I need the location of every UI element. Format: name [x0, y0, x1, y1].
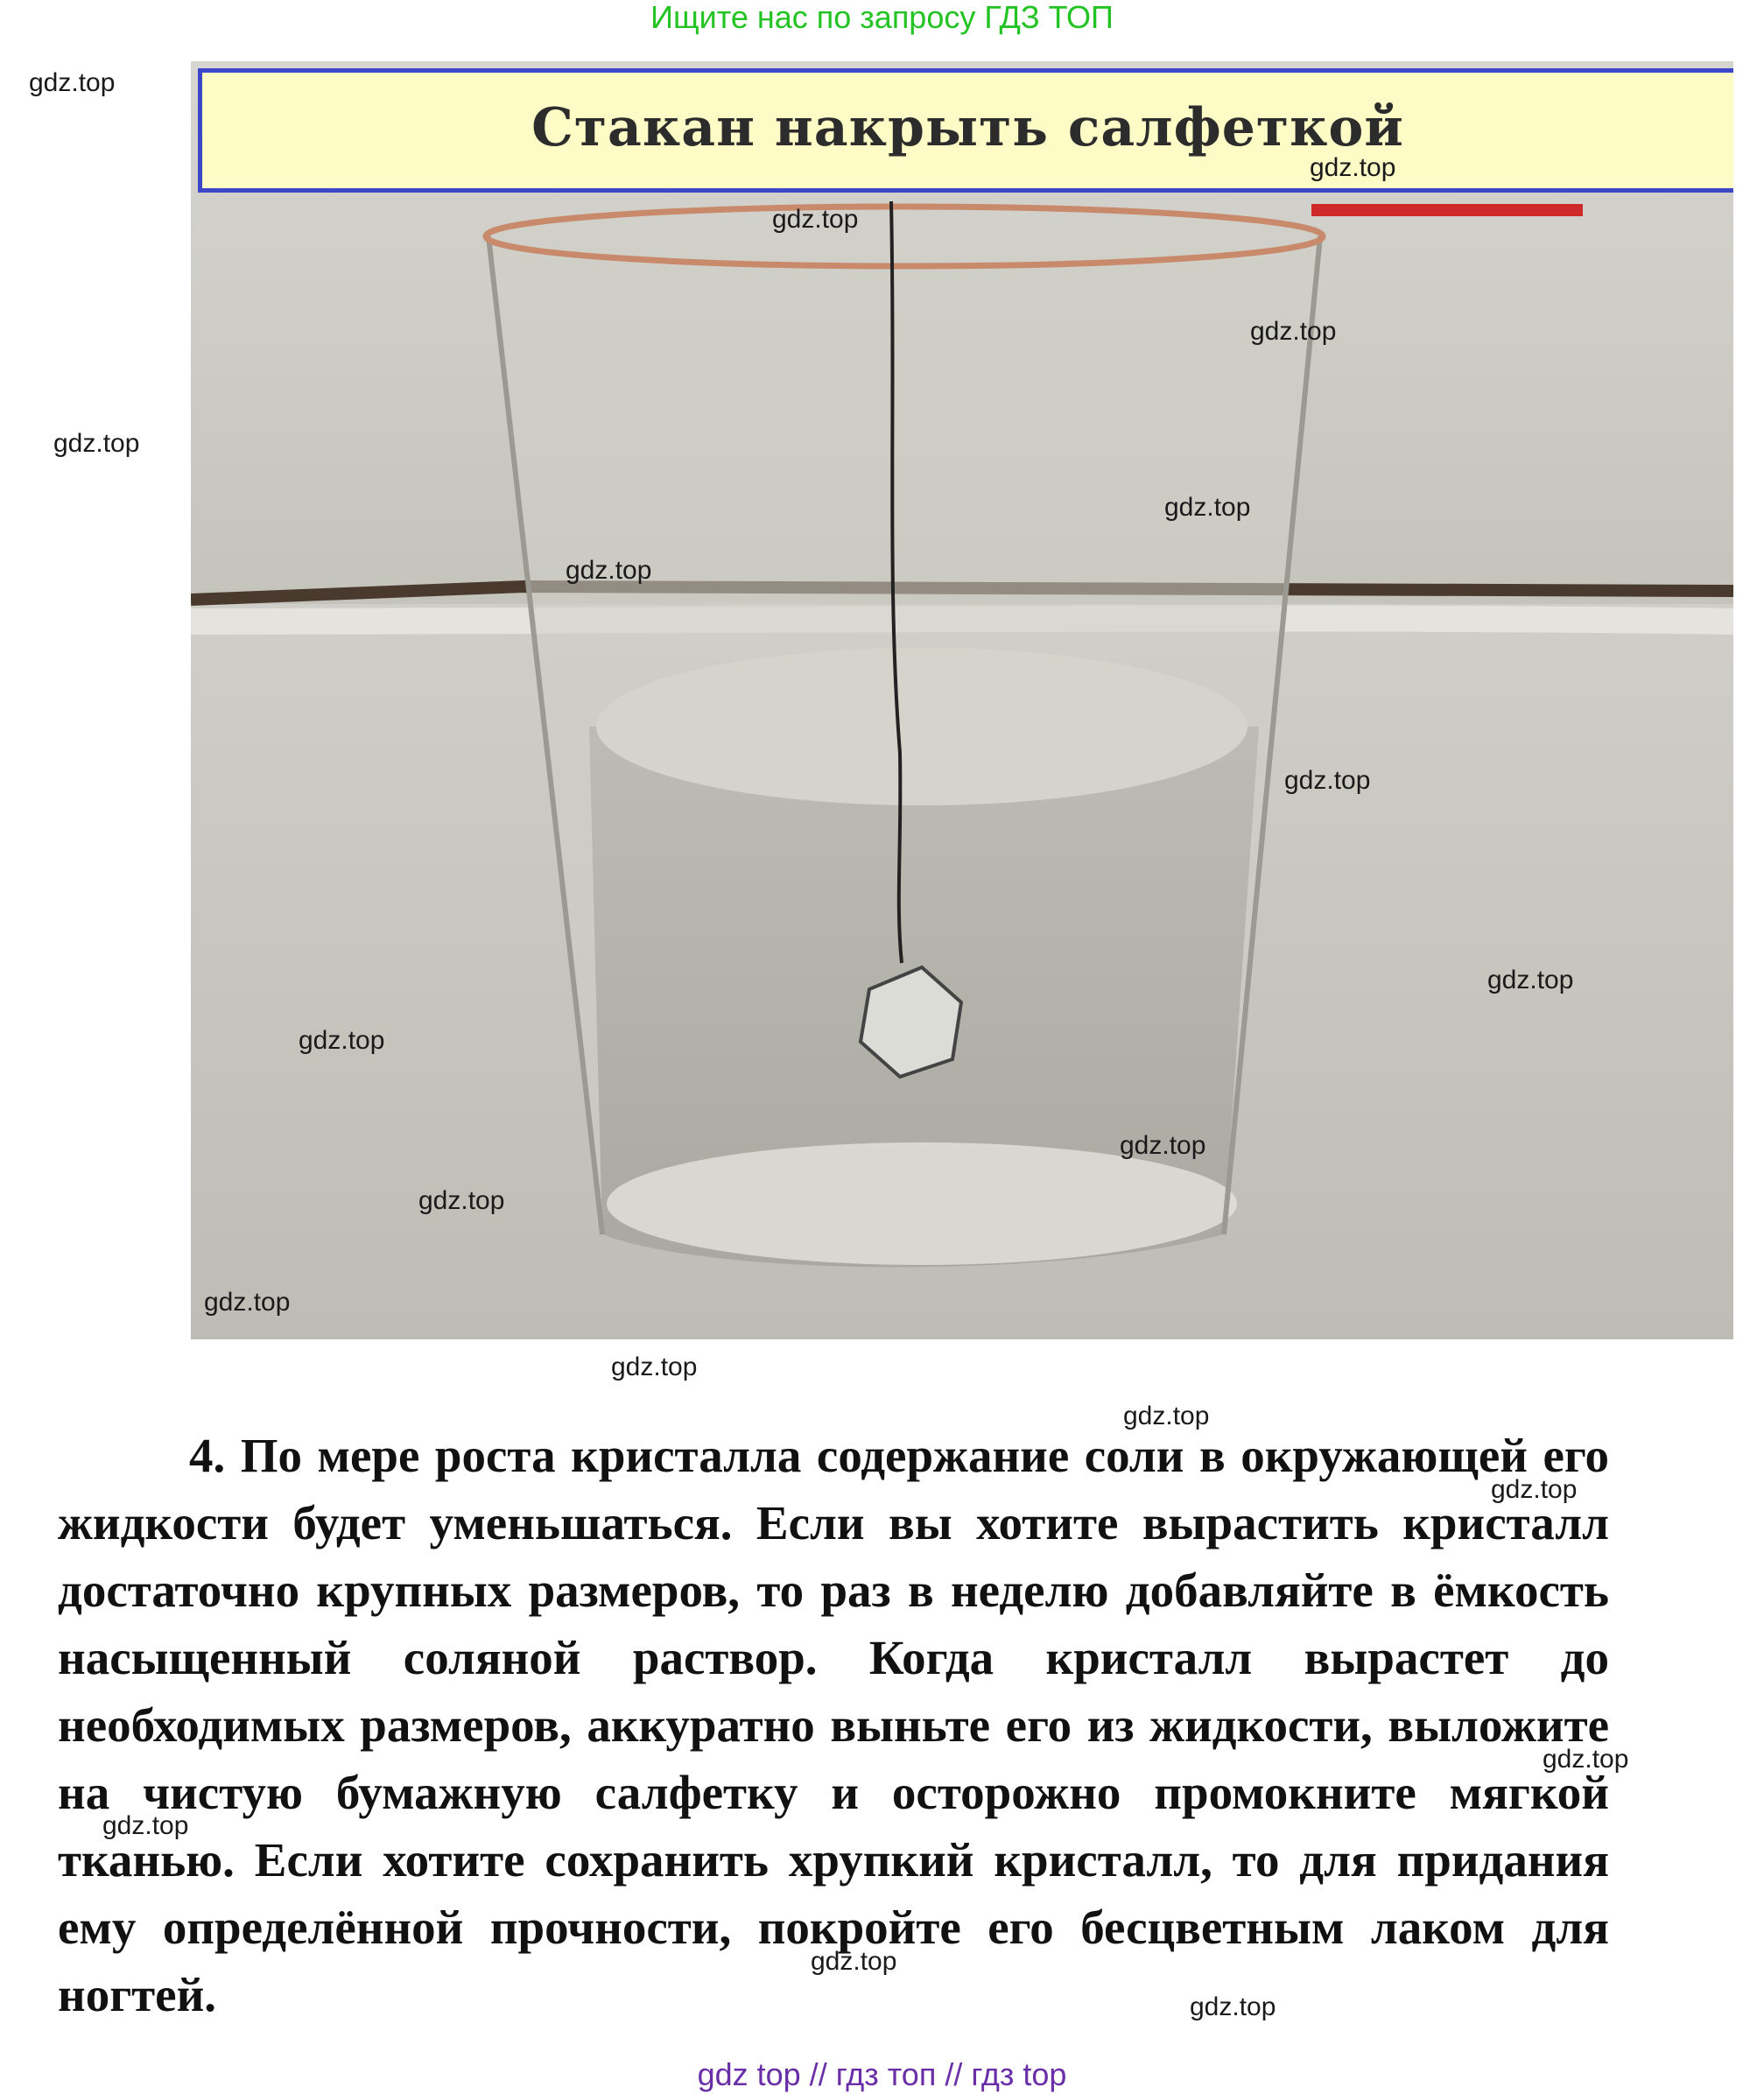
watermark: gdz.top [1164, 493, 1251, 522]
banner-title: Стакан накрыть салфеткой [531, 97, 1404, 158]
watermark: gdz.top [1487, 966, 1574, 994]
search-hint-link[interactable]: Ищите нас по запросу ГДЗ ТОП [650, 0, 1114, 35]
watermark: gdz.top [1250, 317, 1337, 346]
watermark: gdz.top [53, 429, 140, 458]
watermark: gdz.top [418, 1186, 505, 1215]
footer-links[interactable]: gdz top // гдз топ // гдз top [697, 2056, 1067, 2092]
watermark: gdz.top [566, 556, 652, 585]
watermark: gdz.top [611, 1353, 698, 1381]
watermark: gdz.top [1284, 766, 1371, 795]
watermark: gdz.top [299, 1026, 385, 1055]
watermark: gdz.top [772, 205, 859, 234]
watermark: gdz.top [1123, 1402, 1210, 1430]
watermark: gdz.top [102, 1811, 189, 1840]
watermark: gdz.top [1491, 1475, 1578, 1504]
watermark: gdz.top [1310, 153, 1396, 182]
watermark: gdz.top [811, 1947, 897, 1976]
watermark: gdz.top [204, 1288, 291, 1317]
glass-photo [191, 61, 1733, 1339]
instruction-paragraph: 4. По мере роста кристалла содержание соли в окружающей его жидкости будет уменьшаться. Если вы хотите вырастить кристалл достаточно крупных размеров, то раз в неделю добавляйте в ёмкость насыщенный соляной раствор. Когда кристалл вырастет до необходимых размеров, аккуратно выньте его из жидкости, выложите на чистую бумажную салфетку и осторожно промокните мягкой тканью. Если хотите сохранить хрупкий кристалл, то для придания ему определённой прочности, покройте его бесцветным лаком для ногтей. [58, 1429, 1609, 2021]
watermark: gdz.top [1543, 1745, 1629, 1774]
glass-illustration [191, 61, 1733, 1339]
watermark: gdz.top [1120, 1131, 1206, 1160]
watermark: gdz.top [1190, 1992, 1276, 2021]
banner [198, 68, 1733, 193]
watermark: gdz.top [29, 68, 116, 97]
